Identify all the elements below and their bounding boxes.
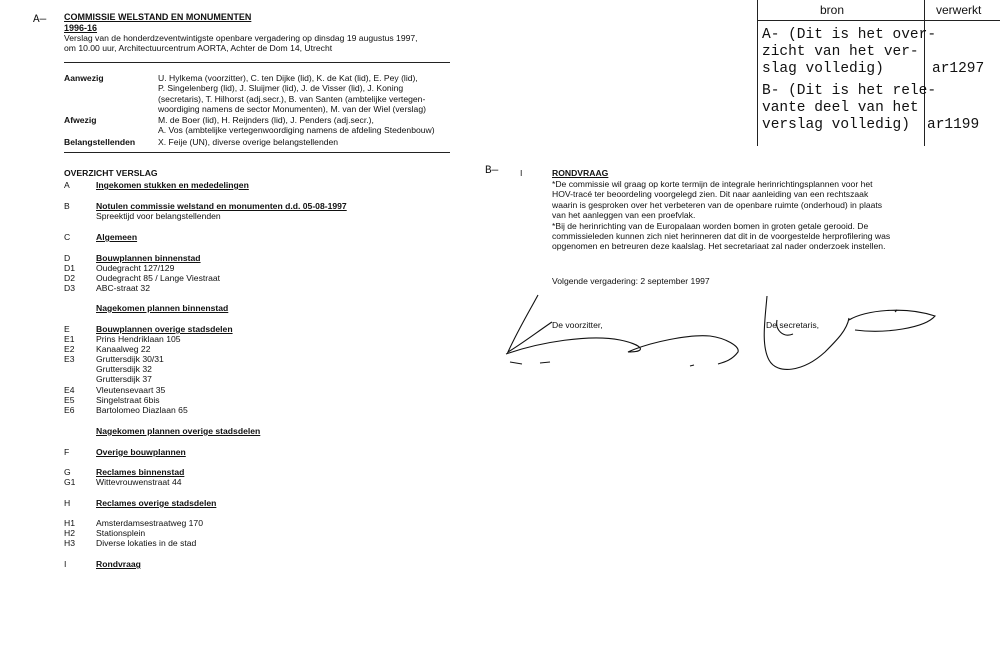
overzicht-item-text: Bartolomeo Diazlaan 65 xyxy=(96,405,188,415)
overzicht-item-text: ABC-straat 32 xyxy=(96,283,150,293)
overzicht-item-text: Kanaalweg 22 xyxy=(96,344,151,354)
overzicht-item-text: Stationsplein xyxy=(96,528,146,538)
marker-a: A— xyxy=(33,14,47,26)
overzicht-item-text: Notulen commissie welstand en monumenten d.d. 05-08-1997 xyxy=(96,201,347,211)
overzicht-item-code: I xyxy=(64,559,67,569)
voorzitter-signature xyxy=(500,290,760,380)
aanwezig-line: P. Singelenberg (lid), J. Sluijmer (lid), J. de Visser (lid), J. Koning xyxy=(158,83,404,94)
table-header-verwerkt: verwerkt xyxy=(936,3,982,17)
overzicht-item-code: D xyxy=(64,253,71,263)
overzicht-item-text: Gruttersdijk 37 xyxy=(96,374,152,384)
overzicht-item-code: F xyxy=(64,447,70,457)
rondvraag-body xyxy=(552,179,942,252)
overzicht-item-code: E4 xyxy=(64,385,75,395)
overzicht-item-code: D2 xyxy=(64,273,75,283)
belangstellenden-label: Belangstellenden xyxy=(64,137,136,147)
overzicht-item-text: Gruttersdijk 32 xyxy=(96,364,152,374)
overzicht-item-code: H2 xyxy=(64,528,75,538)
overzicht-item-text: Oudegracht 127/129 xyxy=(96,263,175,273)
voorzitter-label: De voorzitter, xyxy=(552,320,603,330)
table-row-b-text xyxy=(762,83,936,134)
aanwezig-line: U. Hylkema (voorzitter), C. ten Dijke (lid), K. de Kat (lid), E. Pey (lid), xyxy=(158,73,418,83)
table-row-b-ref: ar1199 xyxy=(927,117,980,133)
overzicht-item-text: Algemeen xyxy=(96,232,138,242)
afwezig-text xyxy=(158,115,458,136)
header-line-1: Verslag van de honderdzeventwintigste openbare vergadering op dinsdag 19 augustus 1997, xyxy=(64,33,418,43)
header-divider xyxy=(64,62,450,63)
overzicht-item-text: Gruttersdijk 30/31 xyxy=(96,354,164,364)
overzicht-item-text: Rondvraag xyxy=(96,559,141,569)
table-row-a-line: slag volledig) xyxy=(762,61,884,77)
overzicht-item-code: H1 xyxy=(64,518,75,528)
aanwezig-text xyxy=(158,73,458,115)
overzicht-item-code: D1 xyxy=(64,263,75,273)
overzicht-item-code: E2 xyxy=(64,344,75,354)
table-row-b-line: verslag volledig) xyxy=(762,117,910,133)
overzicht-item-code: G1 xyxy=(64,477,76,487)
overzicht-title: OVERZICHT VERSLAG xyxy=(64,168,158,178)
overzicht-item-code: E6 xyxy=(64,405,75,415)
table-border-left xyxy=(757,0,758,146)
overzicht-item-text: Ingekomen stukken en mededelingen xyxy=(96,180,249,190)
document-title: COMMISSIE WELSTAND EN MONUMENTEN xyxy=(64,12,252,22)
secretaris-label: De secretaris, xyxy=(766,320,820,330)
overzicht-item-text: Reclames overige stadsdelen xyxy=(96,498,217,508)
overzicht-item-code: E1 xyxy=(64,334,75,344)
table-row-a-ref: ar1297 xyxy=(932,61,985,77)
table-row-b-line: vante deel van het xyxy=(762,100,919,116)
overzicht-item-text: Nagekomen plannen binnenstad xyxy=(96,303,229,313)
overzicht-item-code: D3 xyxy=(64,283,75,293)
aanwezig-line: (secretaris), T. Hilhorst (adj.secr.), B. van Santen (ambtelijke vertegen- xyxy=(158,93,426,104)
overzicht-item-text: Wittevrouwenstraat 44 xyxy=(96,477,182,487)
overzicht-item-code: E3 xyxy=(64,354,75,364)
overzicht-item-code: G xyxy=(64,467,71,477)
table-header-divider xyxy=(757,20,1000,21)
belangstellenden-text: X. Feije (UN), diverse overige belangstellenden xyxy=(158,137,339,147)
rondvraag-line: van het aanleggen van een proefvlak. xyxy=(552,210,696,221)
overzicht-item-code: H3 xyxy=(64,538,75,548)
overzicht-item-code: E5 xyxy=(64,395,75,405)
marker-b-separator: I xyxy=(520,168,523,178)
afwezig-line: M. de Boer (lid), H. Reijnders (lid), J. Penders (adj.secr.), xyxy=(158,115,374,125)
aanwezig-line: woordiging namens de sector Monumenten), M. van der Wiel (verslag) xyxy=(158,104,426,115)
afwezig-label: Afwezig xyxy=(64,115,97,125)
overzicht-item-text: Spreektijd voor belangstellenden xyxy=(96,211,221,221)
overzicht-item-text: Diverse lokaties in de stad xyxy=(96,538,197,548)
overzicht-item-code: C xyxy=(64,232,71,242)
overzicht-item-text: Bouwplannen overige stadsdelen xyxy=(96,324,233,334)
overzicht-item-code: E xyxy=(64,324,70,334)
table-header-bron: bron xyxy=(820,3,845,17)
overzicht-item-text: Reclames binnenstad xyxy=(96,467,185,477)
next-meeting: Volgende vergadering: 2 september 1997 xyxy=(552,276,710,286)
afwezig-line: A. Vos (ambtelijke vertegenwoordiging namens de afdeling Stedenbouw) xyxy=(158,125,435,136)
overzicht-item-code: A xyxy=(64,180,70,190)
aanwezig-label: Aanwezig xyxy=(64,73,104,83)
overzicht-item-text: Oudegracht 85 / Lange Viestraat xyxy=(96,273,221,283)
document-number: 1996-16 xyxy=(64,23,98,33)
overzicht-item-text: Bouwplannen binnenstad xyxy=(96,253,201,263)
rondvraag-line: opgenomen en betreuren deze kaalslag. Het secretariaat zal nader onderzoek instellen. xyxy=(552,241,886,252)
overzicht-item-text: Prins Hendriklaan 105 xyxy=(96,334,181,344)
marker-b: B— xyxy=(485,165,499,177)
overzicht-item-code: B xyxy=(64,201,70,211)
table-row-a-text xyxy=(762,27,936,78)
rondvraag-line: HOV-tracé ter beoordeling voorgelegd zien. Dit naar aanleiding van een rechtszaak xyxy=(552,189,869,200)
overzicht-item-code: H xyxy=(64,498,71,508)
table-row-a-line: zicht van het ver- xyxy=(762,44,919,60)
table-row-a-line: A- (Dit is het over- xyxy=(762,27,937,43)
attendance-divider xyxy=(64,152,450,153)
header-line-2: om 10.00 uur, Architectuurcentrum AORTA, Achter de Dom 14, Utrecht xyxy=(64,43,333,53)
rondvraag-line: commissieleden kunnen zich niet herinneren dat dit in de voorgestelde herprofilering was xyxy=(552,231,891,242)
rondvraag-line: *De commissie wil graag op korte termijn de integrale herinrichtingsplannen voor het xyxy=(552,179,873,189)
overzicht-item-text: Overige bouwplannen xyxy=(96,447,186,457)
rondvraag-line: waarin is gesproken over het verbeteren van de openbare ruimte (onderhoud) in plaats xyxy=(552,199,883,210)
table-row-b-line: B- (Dit is het rele- xyxy=(762,83,937,99)
secretaris-signature xyxy=(755,290,945,385)
overzicht-item-text: Singelstraat 6bis xyxy=(96,395,160,405)
overzicht-item-text: Vleutensevaart 35 xyxy=(96,385,166,395)
overzicht-item-text: Nagekomen plannen overige stadsdelen xyxy=(96,426,261,436)
rondvraag-title: RONDVRAAG xyxy=(552,168,609,178)
rondvraag-line: *Bij de herinrichting van de Europalaan worden bomen in groten getale gerooid. De xyxy=(552,220,869,231)
overzicht-item-text: Amsterdamsestraatweg 170 xyxy=(96,518,203,528)
